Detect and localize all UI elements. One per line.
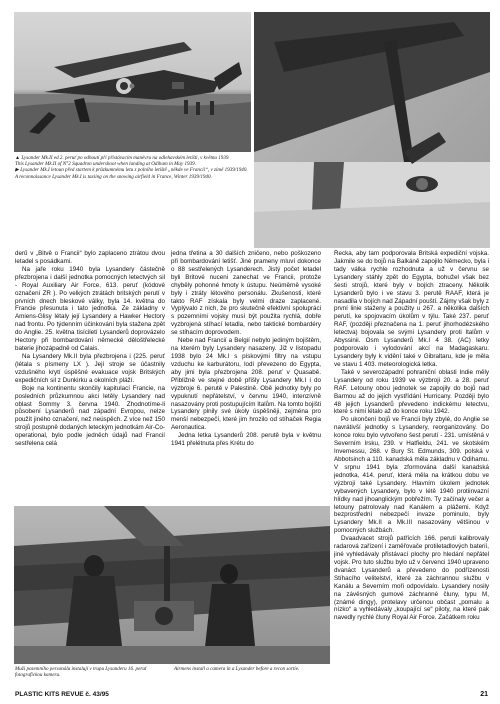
caption-line: ▲ Lysander Mk.II ed 2. peruť po odhoutí při přistávacím manévru na odlehavském letišti, v květnu 1939. bbox=[15, 155, 230, 161]
photo-camera-installation bbox=[14, 506, 330, 664]
caption-bottom-left bbox=[15, 666, 170, 678]
caption-line: ▶ Lysander Mk.I letoun před startem k průzkumnému letu z polního letiště „někde ve Francii“, v zimě 1939/1940. bbox=[15, 167, 248, 174]
footer-publication: PLASTIC KITS REVUE č. 43/95 bbox=[15, 691, 109, 698]
caption-bottom-right bbox=[174, 666, 329, 672]
photo-lysander-snow bbox=[254, 12, 490, 248]
footer-page-number: 21 bbox=[480, 691, 488, 698]
caption-line: A reconnaissance Lysander Mk.I is taxiing on the snowing airfield in France, Winter 1939/1940. bbox=[15, 173, 212, 180]
paragraph: Boje na kontinentu skončily kapitulací Francie, na posledních průzkumnou akci letěly Lysandery nad oblast Sommy 3. června 1940. Zhodnotíme-li působení Lysanderů nad západní Evropou, nelze použít jiného označení, než neúspěch. Z více než 150 strojů postupně dodaných leteckým jednotkám Air-Co-operational, bylo podle jedněch údajů nad Francií sestřelena celá bbox=[15, 384, 165, 448]
paragraph: derů v „Bitvě o Francii“ bylo zaplaceno ztrátou dvou letadel s posádkami. bbox=[15, 250, 165, 265]
paragraph: Také v severozápadní pohraniční oblasti Indie měly Lysandery od roku 1939 ve výzbroji 20. a 28. peruť RAF. Letouny obou jednotek se zapojily do bojů nad Barmou až do jejich vystřídání Hurricany. Později bylo 48 jejich Lysanderů převedeno indickému letectvu, které s nimi létalo až do konce roku 1942. bbox=[334, 368, 489, 416]
paragraph: jedna třetina a 30 dalších zničeno, nebo poškozeno při bombardování letišť. Jiné prameny mluví dokonce o 88 sestřelených Lysanderech. Jistý počet letadel byli Britové nuceni zanechat ve Francii, protože chyběly pohonné hmoty k ústupu. Neúměrně vysoké byly i ztráty létového personálu. Zkušenosti, které takto RAF získala byly velmi draze zaplacené. Vyplývalo z nich, že pro skutečně efektivní spolupráci s pozemními vojsky musí být použita rychlá, dobře vyzbrojená stíhací letadla, nebo taktické bombardéry se stíhacím doprovodem. bbox=[171, 250, 321, 337]
photo-crashed-lysander bbox=[14, 12, 251, 152]
caption-top-left bbox=[15, 155, 251, 180]
caption-text: Airmens install a camera in a Lysander before a recon sortie. bbox=[174, 666, 300, 672]
column-1 bbox=[15, 250, 165, 503]
paragraph: Dvaadvacet strojů patřících 166. peruti kalibrovaly radarová zařízení i zaměřovače protiletadlových baterií, jiné vyhledávaly přistávací plochy pro hledání nepřátel vojsk. Pro tuto službu bylo už v červenci 1940 upraveno dvanáct Lysanderů a převedeno do podřízenosti Stíhacího velitelství, které za záchrannou službu v Kanálu a Severním moři odpovídalo. Lysandery nosily na závěsných gumové záchranné čluny, typu M, (známé dingy), protelavy určenou občast „pomalu a nízko“ a vyhledávaly „koupající se“ piloty, na které pak navedly rychlé čluny Royal Air Force. Začátkem roku bbox=[334, 535, 489, 622]
caption-line: This Lysander Mk.II of N°2 Squadron undershoot when landing at Odiham in May 1939. bbox=[15, 161, 196, 168]
column-3 bbox=[334, 250, 489, 678]
paragraph: Řecka, aby tam podporovala Britská expediční vojska. Jakmile se do bojů na Balkáně zapojilo Německo, byla i tady válka rychle rozhodnuta a už v červnu se Lysandery stáhly zpět do Egypta, bohužel však bez šesti strojů, které byly v bojích ztraceny. Několik Lysanderů bylo i ve stavu 3. perutě RAAF, která je nasadila v bojích nad Západní pouští. Zájmy však byly z první linie staženy a použity u 267. a několika dalších perutí, ke spojovacím úkolům v týlu. Také 237. peruť RAF, (později přeznačena na 1. peruť jihorhodézského letectva) bojovala se svými Lysandery proti Italům v Abyssinii. Osm Lysanderů Mk.I 4 38. (AC) letky podporovalo i vylodování akcí na Madagaskaru. Lysandery byly k vidění také v Gibraltaru, kde je měla ve stavu 1 403. meteorologická letka. bbox=[334, 250, 489, 368]
paragraph: Na Lysandery Mk.II byla přezbrojena i (225. peruť (létala s písmeny LX ). Její stroje se účastnily vzdušného krytí úspěšné evakuace vojsk Britských expedičních sil z Dunkirku a okolních pláží. bbox=[15, 352, 165, 384]
column-2 bbox=[171, 250, 321, 503]
caption-text: Muži pozemního personálu instalují v trupu Lysanderu 16. peruť fotografickou kameru. bbox=[15, 666, 147, 679]
paragraph: Na jaře roku 1940 byla Lysandery částečně přezbrojena i další jednotka pomocných letectvých sil - Royal Auxiliary Air Force, 613. peruť (kódové označení ZR ). Po velkých ztrátách britských perutí v prvních dnech bleskové války, byla 14. května do Francie přesunuta i tato jednotka. Ze základny v Amiens-Glisy létaly její Lysandery a Hawker Hectory nad frontu. Po týdenním účinkování byla stažena zpět do Anglie. 25. května tisíciletí Lysanderů doprovázelo Hectory při bombardování německé děloštřelecké baterie jihozápadně od Calais. bbox=[15, 265, 165, 353]
paragraph: Po ukončení bojů ve Francii byly zbylé, do Anglie se navrátivší jednotky s Lysandery, reorganizovány. Do konce roku bylo vytvořeno šest perutí - 231. umístěná v Severním Irsku, 239. v Hatfieldu, 241. ve skotském Invernessu, 268. v Bury St. Edmunds, 309. polská v Abbotsinch a 110. kanadská měla základnu v Odihamu. V srpnu 1941 byla zformována další kanadská jednotka, 414. peruť, která měla na krátkou dobu ve výzbroji také Lysandery. Hlavním úkolem jednotek vybavených Lysandery, bylo v létě 1940 protiinvazní hlídky nad jihoanglickým pobřežím. Ty začínaly večer a letouny patrolovaly nad Kanálem a plážemi. Když bezprostřední nebezpečí invaze pominulo, byly Lysandery Mk.II a Mk.III nasazovány většinou v pomocných službách. bbox=[334, 416, 489, 535]
paragraph: Nebe nad Francií a Belgií nebylo jediným bojištěm, na kterém byly Lysandery nasazeny. Již v listopadu 1938 bylo 24 Mk.I s pískovými filtry na vstupu vzduchu ke karburátoru, lodí převezeno do Egypta, aby jimi byla přezbrojena 208. peruť v Quasabě. Přibližně ve stejné době přišly Lysandery Mk.I i do výzbroje 6. perutě v Palestině. Obě jednotky byly po vypuknutí nepřátelství, v červnu 1940, intenzívně nasazovány proti postupujícím Italům. Na tomto bojišti Lysandery plnily své úkoly úspěšněji, zejména pro menší nebezpečí, které jim hrozilo od stíhaček Regia Aeronautica. bbox=[171, 337, 321, 432]
paragraph: Jedna letka Lysanderů 208. perutě byla v květnu 1941 přelétnuta přes Krétu do bbox=[171, 432, 321, 448]
